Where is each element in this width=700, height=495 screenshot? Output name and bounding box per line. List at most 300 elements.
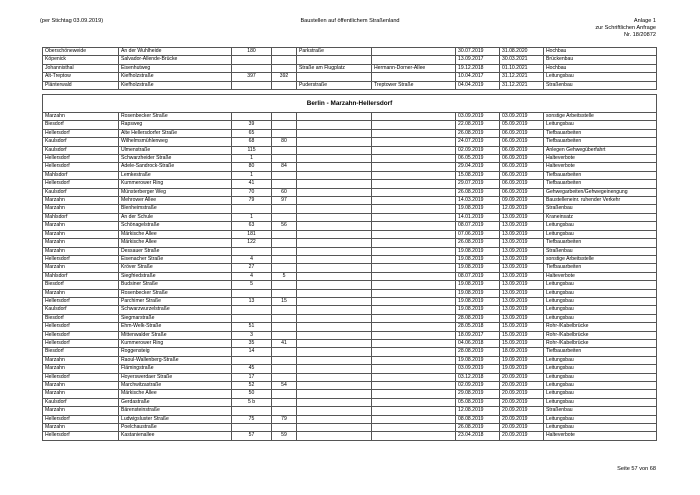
end-date-cell: 13.09.2019 xyxy=(500,255,544,263)
top-construction-table xyxy=(42,47,657,90)
district-cell: Marzahn xyxy=(43,382,119,390)
cross-street-to-cell xyxy=(372,323,456,331)
cross-street-from-cell xyxy=(297,146,372,154)
house-to-cell xyxy=(272,155,297,163)
house-from-cell: 57 xyxy=(232,432,272,440)
start-date-cell: 28.08.2019 xyxy=(456,348,500,356)
street-cell: Ulmenstraße xyxy=(119,146,232,154)
end-date-cell: 18.09.2019 xyxy=(500,348,544,356)
end-date-cell: 09.09.2019 xyxy=(500,197,544,205)
start-date-cell: 08.07.2019 xyxy=(456,222,500,230)
house-from-cell xyxy=(232,407,272,415)
table-row xyxy=(43,239,657,247)
start-date-cell: 04.04.2019 xyxy=(456,81,500,89)
cross-street-to-cell xyxy=(372,255,456,263)
table-row xyxy=(43,230,657,238)
page-number: Seite 57 von 68 xyxy=(617,466,656,472)
house-from-cell xyxy=(232,113,272,121)
start-date-cell: 04.06.2018 xyxy=(456,339,500,347)
house-to-cell xyxy=(272,213,297,221)
cross-street-from-cell xyxy=(297,129,372,137)
street-cell: Eisenacher Straße xyxy=(119,255,232,263)
district-cell: Mahlsdorf xyxy=(43,171,119,179)
district-cell: Mahlsdorf xyxy=(43,213,119,221)
cross-street-to-cell xyxy=(372,129,456,137)
street-cell: Kiefholzstraße xyxy=(119,73,232,81)
table-row xyxy=(43,339,657,347)
work-type-cell: Straßenbau xyxy=(544,247,657,255)
table-row xyxy=(43,382,657,390)
work-type-cell: Leitungsbau xyxy=(544,222,657,230)
cross-street-to-cell xyxy=(372,398,456,406)
street-cell: Blenheimstraße xyxy=(119,205,232,213)
cross-street-from-cell xyxy=(297,113,372,121)
table-row xyxy=(43,306,657,314)
house-to-cell xyxy=(272,81,297,89)
house-to-cell: 97 xyxy=(272,197,297,205)
end-date-cell: 06.09.2019 xyxy=(500,180,544,188)
house-from-cell: 50 xyxy=(232,390,272,398)
street-cell: Raoul-Wallenberg-Straße xyxy=(119,356,232,364)
start-date-cell: 10.04.2017 xyxy=(456,73,500,81)
cross-street-to-cell: Hermann-Dorner-Allee xyxy=(372,64,456,72)
cross-street-to-cell xyxy=(372,373,456,381)
district-cell: Hellersdorf xyxy=(43,297,119,305)
work-type-cell: Gehwegarbeiten/Gehwegeinengung xyxy=(544,188,657,196)
house-from-cell: 181 xyxy=(232,230,272,238)
work-type-cell: Leitungsbau xyxy=(544,356,657,364)
house-from-cell: 1 xyxy=(232,213,272,221)
table-row xyxy=(43,113,657,121)
start-date-cell: 03.12.2018 xyxy=(456,373,500,381)
street-cell: Schönagelstraße xyxy=(119,222,232,230)
house-from-cell: 63 xyxy=(232,222,272,230)
district-cell: Biesdorf xyxy=(43,348,119,356)
district-cell: Hellersdorf xyxy=(43,155,119,163)
house-to-cell xyxy=(272,180,297,188)
work-type-cell: Straßenbau xyxy=(544,205,657,213)
table-row xyxy=(43,255,657,263)
table-row xyxy=(43,171,657,179)
cross-street-from-cell xyxy=(297,407,372,415)
end-date-cell: 31.08.2020 xyxy=(500,48,544,56)
end-date-cell: 20.09.2019 xyxy=(500,390,544,398)
house-from-cell: 1 xyxy=(232,171,272,179)
work-type-cell: Straßenbau xyxy=(544,407,657,415)
house-to-cell xyxy=(272,323,297,331)
house-from-cell: 68 xyxy=(232,138,272,146)
end-date-cell: 06.09.2019 xyxy=(500,163,544,171)
district-cell: Hellersdorf xyxy=(43,163,119,171)
house-to-cell xyxy=(272,205,297,213)
end-date-cell: 13.09.2019 xyxy=(500,247,544,255)
table-row xyxy=(43,56,657,64)
table-row xyxy=(43,314,657,322)
house-from-cell: 17 xyxy=(232,373,272,381)
district-cell: Plänterwald xyxy=(43,81,119,89)
cross-street-to-cell xyxy=(372,264,456,272)
end-date-cell: 06.09.2019 xyxy=(500,138,544,146)
cross-street-from-cell xyxy=(297,373,372,381)
table-row xyxy=(43,48,657,56)
house-to-cell xyxy=(272,56,297,64)
cross-street-to-cell xyxy=(372,356,456,364)
cross-street-to-cell xyxy=(372,222,456,230)
house-from-cell: 1 xyxy=(232,155,272,163)
work-type-cell: Hochbau xyxy=(544,48,657,56)
house-from-cell: 70 xyxy=(232,188,272,196)
cross-street-from-cell xyxy=(297,171,372,179)
street-cell: Dessauer Straße xyxy=(119,247,232,255)
district-cell: Hellersdorf xyxy=(43,323,119,331)
house-to-cell: 56 xyxy=(272,222,297,230)
house-to-cell xyxy=(272,365,297,373)
end-date-cell: 05.09.2019 xyxy=(500,121,544,129)
district-cell: Mahlsdorf xyxy=(43,272,119,280)
district-cell: Biesdorf xyxy=(43,314,119,322)
work-type-cell: Leitungsbau xyxy=(544,390,657,398)
cross-street-from-cell xyxy=(297,306,372,314)
district-cell: Kaulsdorf xyxy=(43,306,119,314)
table-row xyxy=(43,213,657,221)
cross-street-to-cell xyxy=(372,297,456,305)
cross-street-from-cell xyxy=(297,264,372,272)
house-from-cell: 39 xyxy=(232,121,272,129)
table-row xyxy=(43,197,657,205)
table-row xyxy=(43,432,657,440)
house-to-cell: 84 xyxy=(272,163,297,171)
start-date-cell: 19.08.2019 xyxy=(456,306,500,314)
end-date-cell: 13.09.2019 xyxy=(500,289,544,297)
house-to-cell xyxy=(272,407,297,415)
house-to-cell xyxy=(272,281,297,289)
street-cell: Hoyerswerdaer Straße xyxy=(119,373,232,381)
end-date-cell: 13.09.2019 xyxy=(500,272,544,280)
table-row xyxy=(43,222,657,230)
work-type-cell: Halteverbote xyxy=(544,155,657,163)
table-row xyxy=(43,155,657,163)
cross-street-to-cell xyxy=(372,281,456,289)
district-cell: Marzahn xyxy=(43,289,119,297)
work-type-cell: Leitungsbau xyxy=(544,398,657,406)
cross-street-from-cell xyxy=(297,205,372,213)
end-date-cell: 15.09.2019 xyxy=(500,339,544,347)
work-type-cell: Rohr-/Kabelbrücke xyxy=(544,331,657,339)
table-row xyxy=(43,129,657,137)
cross-street-from-cell xyxy=(297,323,372,331)
header-reference-line: Anlage 1 xyxy=(633,18,656,24)
house-to-cell xyxy=(272,264,297,272)
cross-street-from-cell xyxy=(297,138,372,146)
street-cell: Marchwitzastraße xyxy=(119,382,232,390)
house-from-cell: 52 xyxy=(232,382,272,390)
house-to-cell xyxy=(272,171,297,179)
work-type-cell: Anlegen Gehwegüberfahrt xyxy=(544,146,657,154)
house-to-cell: 41 xyxy=(272,339,297,347)
cross-street-to-cell xyxy=(372,138,456,146)
street-cell: Alte Hellersdorfer Straße xyxy=(119,129,232,137)
table-row xyxy=(43,348,657,356)
district-cell: Hellersdorf xyxy=(43,180,119,188)
house-to-cell: 79 xyxy=(272,415,297,423)
street-cell: Eisenhutweg xyxy=(119,64,232,72)
start-date-cell: 26.08.2019 xyxy=(456,129,500,137)
start-date-cell: 03.09.2019 xyxy=(456,113,500,121)
street-cell: Flämingstraße xyxy=(119,365,232,373)
district-cell: Hellersdorf xyxy=(43,415,119,423)
house-to-cell xyxy=(272,230,297,238)
table-row xyxy=(43,407,657,415)
district-cell: Hellersdorf xyxy=(43,373,119,381)
street-cell: Kastanienallee xyxy=(119,432,232,440)
cross-street-to-cell xyxy=(372,390,456,398)
street-cell: Rosenbecker Straße xyxy=(119,289,232,297)
end-date-cell: 13.09.2019 xyxy=(500,297,544,305)
district-cell: Köpenick xyxy=(43,56,119,64)
start-date-cell: 02.09.2019 xyxy=(456,146,500,154)
table-row xyxy=(43,146,657,154)
work-type-cell: Halteverbote xyxy=(544,432,657,440)
cross-street-from-cell xyxy=(297,163,372,171)
start-date-cell: 14.01.2019 xyxy=(456,213,500,221)
cross-street-from-cell xyxy=(297,121,372,129)
district-cell: Biesdorf xyxy=(43,281,119,289)
end-date-cell: 31.12.2021 xyxy=(500,73,544,81)
table-row xyxy=(43,81,657,89)
table-row xyxy=(43,424,657,432)
house-from-cell: 65 xyxy=(232,129,272,137)
district-cell: Hellersdorf xyxy=(43,129,119,137)
cross-street-to-cell xyxy=(372,188,456,196)
house-from-cell: 180 xyxy=(232,48,272,56)
cross-street-from-cell xyxy=(297,255,372,263)
work-type-cell: Tiefbauarbeiten xyxy=(544,129,657,137)
street-cell: An der Wuhlheide xyxy=(119,48,232,56)
house-from-cell: 3 xyxy=(232,331,272,339)
house-to-cell xyxy=(272,48,297,56)
header-title: Baustellen auf öffentlichem Straßenland xyxy=(300,18,400,24)
street-cell: Rapsweg xyxy=(119,121,232,129)
table-row xyxy=(43,415,657,423)
cross-street-from-cell xyxy=(297,56,372,64)
start-date-cell: 07.06.2019 xyxy=(456,230,500,238)
district-cell: Marzahn xyxy=(43,247,119,255)
end-date-cell: 13.09.2019 xyxy=(500,314,544,322)
house-from-cell xyxy=(232,81,272,89)
cross-street-from-cell xyxy=(297,222,372,230)
house-from-cell: 122 xyxy=(232,239,272,247)
house-from-cell: 13 xyxy=(232,297,272,305)
work-type-cell: Leitungsbau xyxy=(544,230,657,238)
cross-street-to-cell xyxy=(372,382,456,390)
cross-street-to-cell xyxy=(372,56,456,64)
house-from-cell xyxy=(232,247,272,255)
end-date-cell: 13.09.2019 xyxy=(500,230,544,238)
house-to-cell: 59 xyxy=(272,432,297,440)
street-cell: Kiefholzstraße xyxy=(119,81,232,89)
end-date-cell: 03.09.2019 xyxy=(500,113,544,121)
street-cell: Adele-Sandrock-Straße xyxy=(119,163,232,171)
start-date-cell: 26.08.2019 xyxy=(456,424,500,432)
house-from-cell: 35 xyxy=(232,339,272,347)
end-date-cell: 06.09.2019 xyxy=(500,129,544,137)
street-cell: Ludwigsluster Straße xyxy=(119,415,232,423)
cross-street-from-cell xyxy=(297,339,372,347)
house-from-cell: 27 xyxy=(232,264,272,272)
district-cell: Kaulsdorf xyxy=(43,146,119,154)
district-cell: Marzahn xyxy=(43,197,119,205)
district-cell: Biesdorf xyxy=(43,121,119,129)
cross-street-to-cell xyxy=(372,306,456,314)
cross-street-to-cell xyxy=(372,113,456,121)
work-type-cell: Tiefbauarbeiten xyxy=(544,171,657,179)
start-date-cell: 29.04.2019 xyxy=(456,163,500,171)
district-cell: Marzahn xyxy=(43,205,119,213)
header-reference-line: Nr. 18/20872 xyxy=(623,32,656,38)
house-from-cell: 79 xyxy=(232,197,272,205)
work-type-cell: Leitungsbau xyxy=(544,306,657,314)
end-date-cell: 20.09.2019 xyxy=(500,407,544,415)
work-type-cell: Leitungsbau xyxy=(544,289,657,297)
work-type-cell: Straßenbau xyxy=(544,81,657,89)
end-date-cell: 06.09.2019 xyxy=(500,171,544,179)
start-date-cell: 18.09.2017 xyxy=(456,331,500,339)
cross-street-to-cell xyxy=(372,180,456,188)
cross-street-to-cell xyxy=(372,348,456,356)
cross-street-to-cell: Treptower Straße xyxy=(372,81,456,89)
street-cell: Mittenwalder Straße xyxy=(119,331,232,339)
work-type-cell: sonstige Arbeitsstelle xyxy=(544,255,657,263)
district-cell: Hellersdorf xyxy=(43,331,119,339)
table-row xyxy=(43,323,657,331)
work-type-cell: Halteverbote xyxy=(544,163,657,171)
street-cell: Märkische Allee xyxy=(119,239,232,247)
start-date-cell: 12.08.2019 xyxy=(456,407,500,415)
street-cell: Kröver Straße xyxy=(119,264,232,272)
cross-street-to-cell xyxy=(372,432,456,440)
cross-street-from-cell xyxy=(297,331,372,339)
house-from-cell: 45 xyxy=(232,365,272,373)
table-row xyxy=(43,398,657,406)
start-date-cell: 19.12.2018 xyxy=(456,64,500,72)
cross-street-from-cell xyxy=(297,155,372,163)
street-cell: Siegmarstraße xyxy=(119,314,232,322)
district-cell: Hellersdorf xyxy=(43,255,119,263)
cross-street-to-cell xyxy=(372,197,456,205)
table-row xyxy=(43,289,657,297)
cross-street-to-cell xyxy=(372,239,456,247)
house-to-cell xyxy=(272,390,297,398)
house-from-cell: 75 xyxy=(232,415,272,423)
header-reference xyxy=(595,18,656,39)
house-from-cell xyxy=(232,306,272,314)
end-date-cell: 13.09.2019 xyxy=(500,281,544,289)
house-to-cell xyxy=(272,398,297,406)
cross-street-to-cell xyxy=(372,339,456,347)
work-type-cell: Leitungsbau xyxy=(544,281,657,289)
table-row xyxy=(43,365,657,373)
cross-street-to-cell xyxy=(372,163,456,171)
end-date-cell: 19.09.2019 xyxy=(500,365,544,373)
work-type-cell: Baustelleneinr. ruhender Verkehr xyxy=(544,197,657,205)
start-date-cell: 28.05.2018 xyxy=(456,323,500,331)
work-type-cell: Tiefbauarbeiten xyxy=(544,348,657,356)
table-row xyxy=(43,73,657,81)
street-cell: An der Schule xyxy=(119,213,232,221)
cross-street-from-cell xyxy=(297,382,372,390)
start-date-cell: 15.08.2019 xyxy=(456,171,500,179)
house-from-cell: 115 xyxy=(232,146,272,154)
district-cell: Marzahn xyxy=(43,407,119,415)
cross-street-to-cell xyxy=(372,213,456,221)
work-type-cell: Tiefbauarbeiten xyxy=(544,239,657,247)
end-date-cell: 30.03.2021 xyxy=(500,56,544,64)
house-to-cell xyxy=(272,64,297,72)
start-date-cell: 19.08.2019 xyxy=(456,356,500,364)
street-cell: Siegfriedstraße xyxy=(119,272,232,280)
district-cell: Marzahn xyxy=(43,424,119,432)
cross-street-from-cell xyxy=(297,424,372,432)
street-cell: Poelchaustraße xyxy=(119,424,232,432)
start-date-cell: 26.08.2019 xyxy=(456,188,500,196)
cross-street-from-cell xyxy=(297,213,372,221)
table-row xyxy=(43,356,657,364)
header-date-note: (per Stichtag 03.09.2019) xyxy=(40,18,104,24)
cross-street-to-cell xyxy=(372,121,456,129)
house-from-cell: 80 xyxy=(232,163,272,171)
work-type-cell: sonstige Arbeitsstelle xyxy=(544,113,657,121)
house-to-cell xyxy=(272,121,297,129)
cross-street-to-cell xyxy=(372,205,456,213)
table-row xyxy=(43,163,657,171)
house-from-cell: 14 xyxy=(232,348,272,356)
table-row xyxy=(43,247,657,255)
house-to-cell xyxy=(272,239,297,247)
table-row xyxy=(43,331,657,339)
house-from-cell: 5 xyxy=(232,281,272,289)
house-from-cell: 41 xyxy=(232,180,272,188)
cross-street-from-cell xyxy=(297,314,372,322)
cross-street-from-cell xyxy=(297,398,372,406)
end-date-cell: 13.09.2019 xyxy=(500,222,544,230)
cross-street-to-cell xyxy=(372,424,456,432)
table-row xyxy=(43,205,657,213)
cross-street-from-cell xyxy=(297,197,372,205)
street-cell: Roggensteig xyxy=(119,348,232,356)
end-date-cell: 01.10.2021 xyxy=(500,64,544,72)
work-type-cell: Leitungsbau xyxy=(544,373,657,381)
cross-street-from-cell xyxy=(297,297,372,305)
work-type-cell: Kraneinsatz xyxy=(544,213,657,221)
cross-street-to-cell xyxy=(372,415,456,423)
district-cell: Alt-Treptow xyxy=(43,73,119,81)
house-to-cell xyxy=(272,247,297,255)
end-date-cell: 06.09.2019 xyxy=(500,155,544,163)
work-type-cell: Leitungsbau xyxy=(544,73,657,81)
end-date-cell: 06.09.2019 xyxy=(500,188,544,196)
end-date-cell: 20.09.2019 xyxy=(500,373,544,381)
start-date-cell: 30.07.2019 xyxy=(456,48,500,56)
house-to-cell xyxy=(272,289,297,297)
end-date-cell: 15.09.2019 xyxy=(500,331,544,339)
work-type-cell: Leitungsbau xyxy=(544,365,657,373)
street-cell: Märkische Allee xyxy=(119,390,232,398)
house-to-cell xyxy=(272,129,297,137)
work-type-cell: Rohr-/Kabelbrücke xyxy=(544,323,657,331)
house-to-cell xyxy=(272,146,297,154)
table-row xyxy=(43,373,657,381)
district-cell: Marzahn xyxy=(43,222,119,230)
